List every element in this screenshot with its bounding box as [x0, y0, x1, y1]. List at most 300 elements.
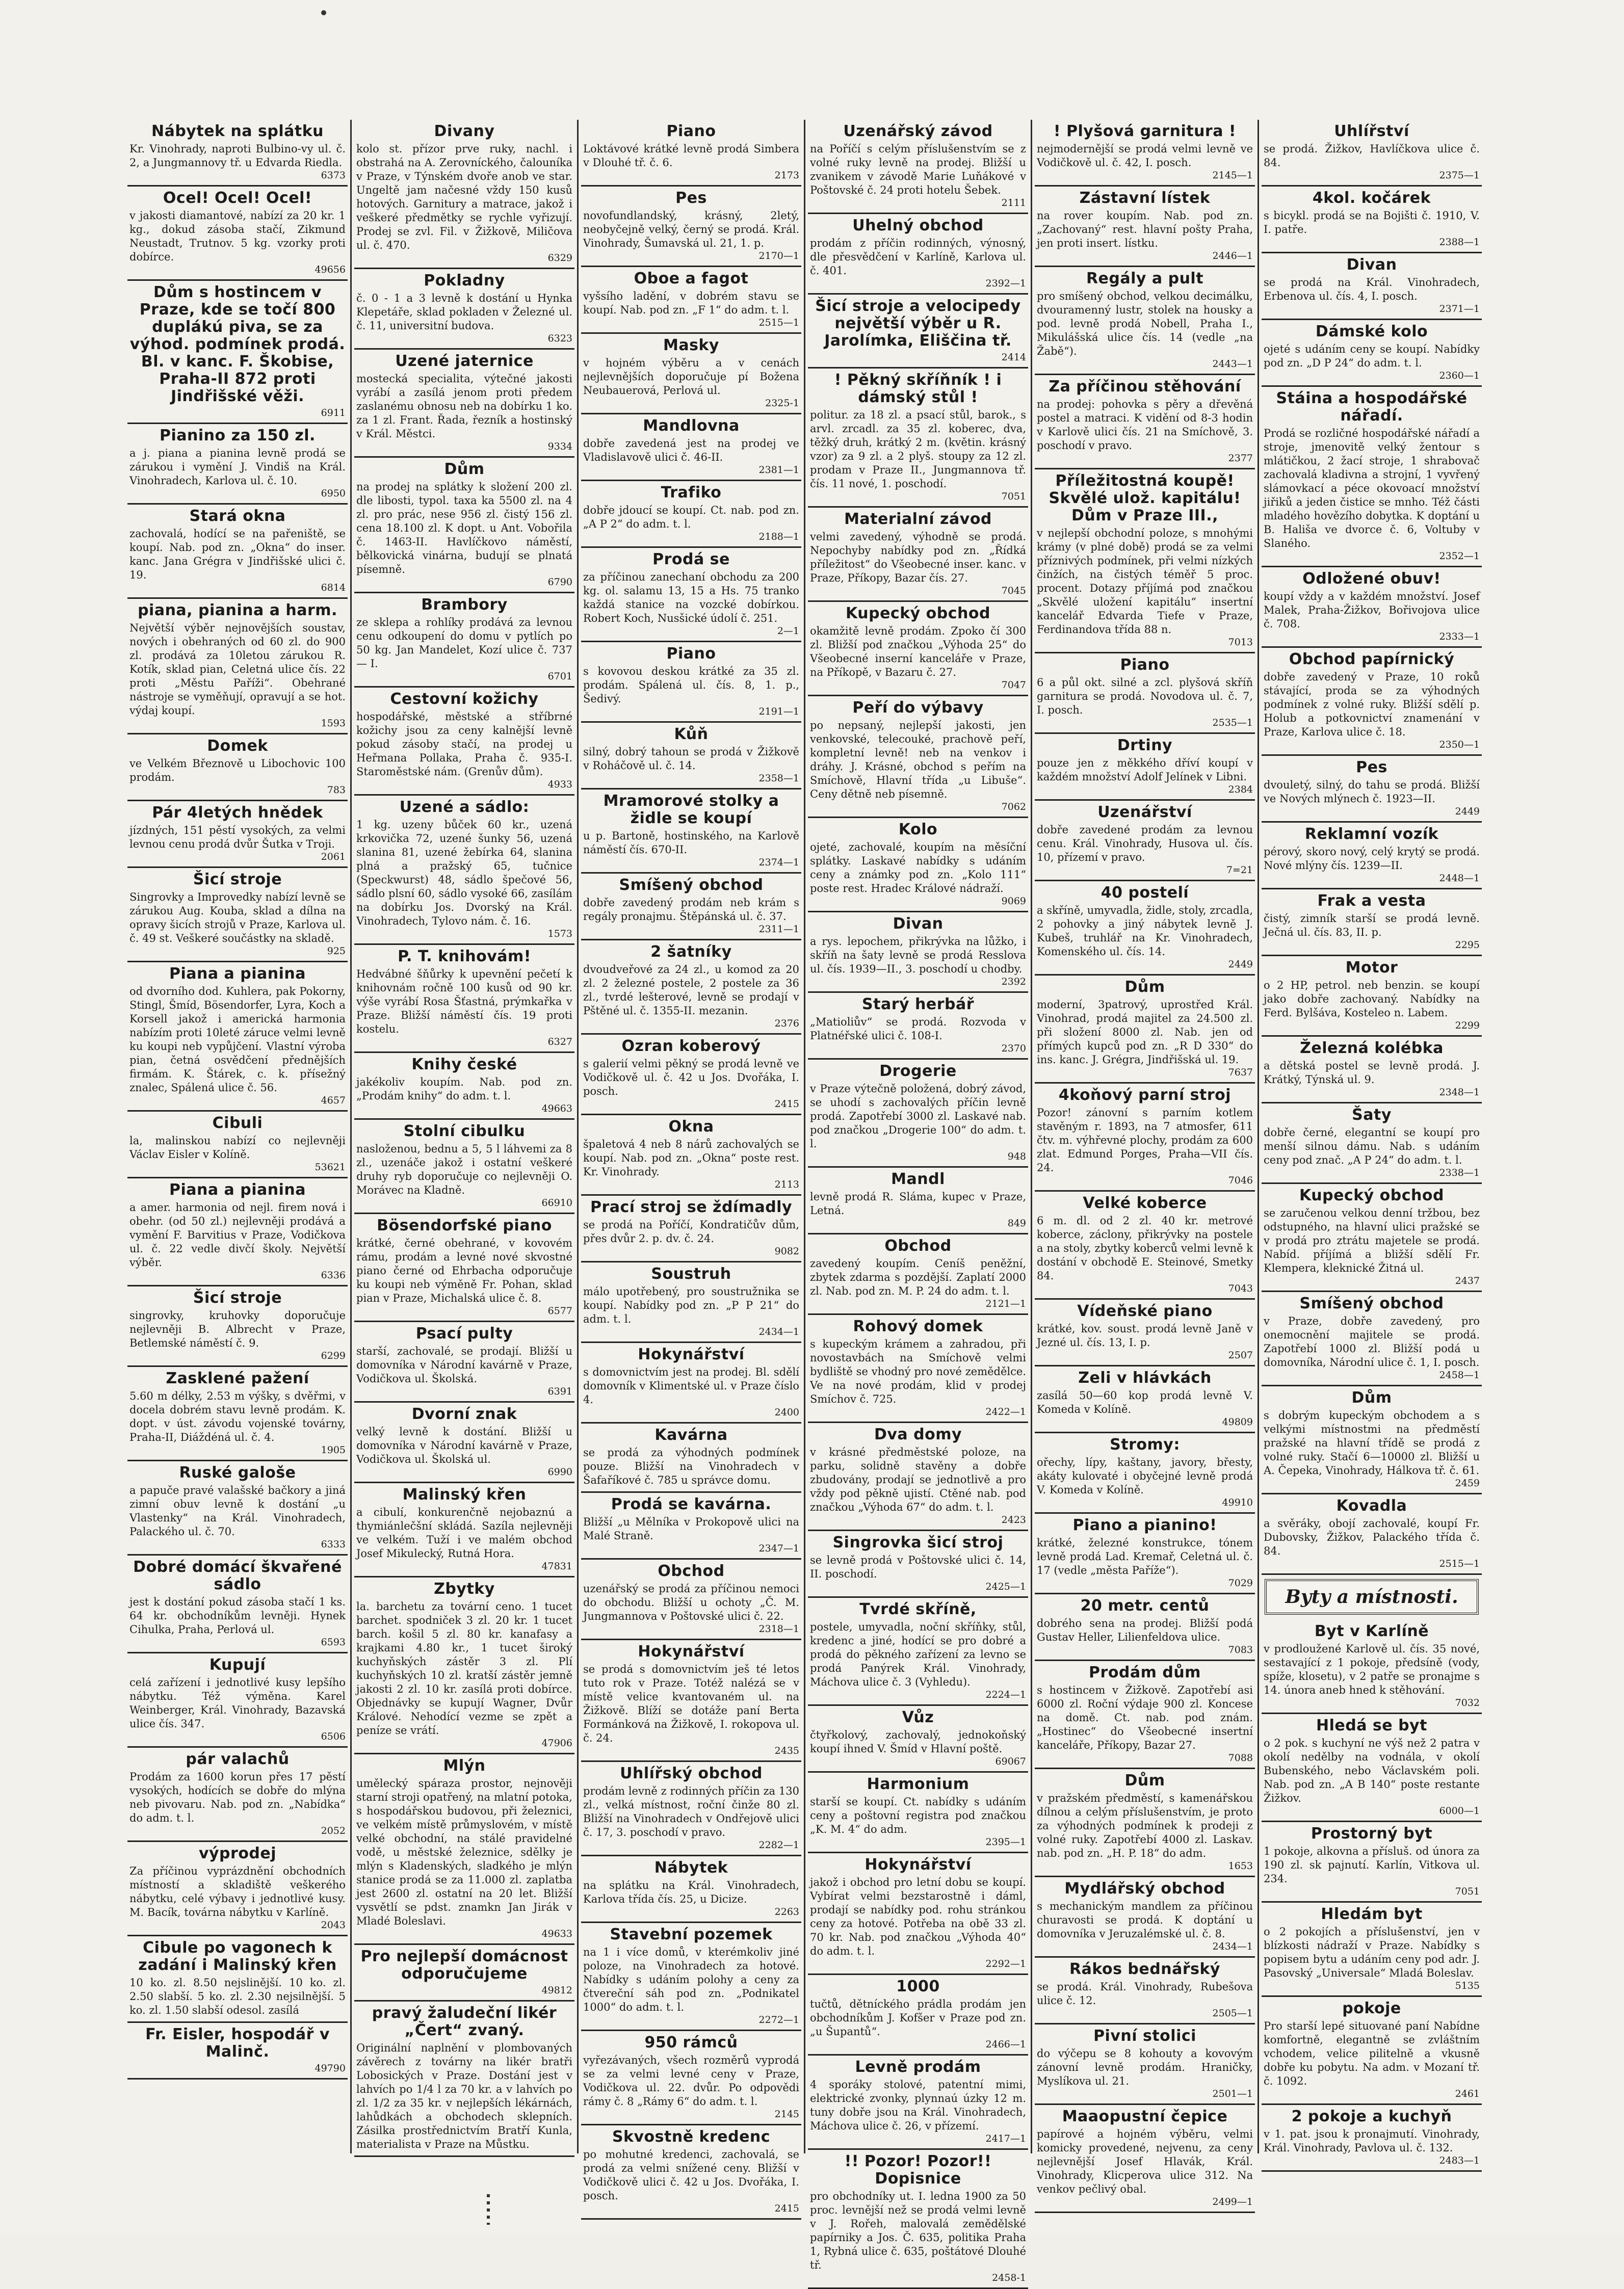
ad-reference-code: 6323: [547, 333, 572, 344]
ad-body: Kr. Vinohrady, naproti Bulbino-vy ul. č. 2, a Jungmannovy tř. u Edvarda Riedla.: [129, 143, 346, 169]
ad-body: na Poříčí s celým příslušenstvím se z volné ruky levně na prodej. Bližší u zvanikem v závodě Marie Luňákové v Poštovské č. 24 proti hotelu Šebek.: [810, 143, 1026, 196]
ad-reference-code: 2170—1: [758, 250, 799, 261]
ad-heading: Vídeňské piano: [1077, 1302, 1213, 1320]
classified-ad: [1262, 187, 1482, 253]
classified-ad: [1262, 120, 1482, 187]
ad-reference-code: 925: [327, 945, 346, 957]
ad-body: Hedvábné šňůrky k upevnění pečetí k knihovnám ročně 100 kusů od 90 kr. výše vyrábí Rosa Šťastná, prýmkařka v Praze. Bližší náměstí čís. 19 proti kostelu.: [356, 968, 572, 1035]
ad-reference-code: 2415: [774, 1098, 799, 1110]
classified-ad: [808, 912, 1028, 993]
classified-ad: [354, 593, 574, 688]
classified-ad: [581, 1640, 801, 1762]
ad-body: v pražském předměstí, s kamenářskou dílnou a celým příslušenstvím, je proto za výhodných podmínek k prodeji z volné ruky. Zapotřebí 4000 zl. Laskav. nab. pod zn. „H. P. 18“ do adm.: [1037, 1792, 1253, 1859]
ad-heading: Piana a pianina: [169, 1181, 306, 1199]
classified-ad: [127, 734, 348, 801]
ad-body: s dobrým kupeckým obchodem a s velkými místnostmi na předměstí pražské na hlavní třídě se prodá z volné ruky. Stačí 6—10000 zl. Bližší u A. Čepeka, Vinohrady, Hálkova tř. č. 61.: [1264, 1409, 1480, 1477]
ad-heading: Rohový domek: [853, 1318, 983, 1335]
column-2: [354, 120, 574, 2153]
ad-body: a amer. harmonia od nejl. firem nová i obehr. (od 50 zl.) nejlevněji prodává a vymění F. Barvitius v Praze, Vodičkova ul. č. 22 vedle divčí školy. Největší výběr.: [129, 1201, 346, 1269]
ad-heading: Pár 4letých hnědek: [152, 804, 323, 822]
ad-heading: Mlýn: [443, 1757, 486, 1775]
ad-body: ořechy, lípy, kaštany, javory, břesty, akáty kulovaté i obyčejné levně prodá V. Komeda v Kolíně.: [1037, 1456, 1253, 1496]
classified-ad: [127, 1178, 348, 1286]
ad-body: krátké, kov. soust. prodá levně Janě v Jezné ul. čís. 13, I. p.: [1037, 1323, 1253, 1349]
section-banner-title: Byty a místnosti.: [1285, 1586, 1458, 1608]
classified-ad: [808, 1773, 1028, 1853]
classified-ad: [1035, 1877, 1255, 1958]
classified-ad: [808, 602, 1028, 696]
ad-body: a svěráky, obojí zachovalé, koupí Fr. Dubovsky, Žižkov, Palackého třída č. 84.: [1264, 1517, 1480, 1557]
ad-body: pouze jen z měkkého dříví koupí v každém množství Adolf Jelínek v Libni.: [1037, 757, 1253, 783]
classified-ad: [354, 458, 574, 593]
ad-heading: Stáina a hospodářské nářadí.: [1276, 389, 1468, 425]
ad-heading: Mandl: [891, 1170, 945, 1188]
ad-body: se prodá. Žižkov, Havlíčkova ulice č. 84.: [1264, 143, 1480, 169]
ad-body: dobře zavedený v Praze, 10 roků stávající, proda se za výhodných podmínek z volné ruky. Bližší sdělí p. Holub a potkovnictví znamenání v Praze, Karlova ulice č. 18.: [1264, 671, 1480, 738]
ad-body: a dětská postel se levně prodá. J. Krátký, Týnská ul. 9.: [1264, 1060, 1480, 1086]
ad-body: Prodám za 1600 korun přes 17 pěstí vysokých, hodících se dobře do mlýna neb pivovaru. Nab. pod zn. „Nabídka“ do adm. t. l.: [129, 1771, 346, 1824]
ad-reference-code: 7045: [1001, 585, 1026, 596]
classified-ad: [581, 1493, 801, 1560]
ad-reference-code: 6333: [321, 1539, 346, 1550]
ad-body: koupí vždy a v každém množství. Josef Malek, Praha-Žižkov, Bořivojova ulice č. 708.: [1264, 590, 1480, 630]
ad-reference-code: 2282—1: [758, 1839, 799, 1851]
ad-reference-code: 2381—1: [758, 464, 799, 476]
ad-reference-code: 2505—1: [1212, 2008, 1253, 2019]
classified-ad: [127, 1842, 348, 1936]
classified-ad: [1262, 889, 1482, 956]
ad-body: v krásné předměstské poloze, na parku, solidně stavěny a dobře zbudovány, prodají se jednotlivě a pro vždy pod pěkně ujistí. Ctěné nab. pod značkou „Výhoda 67“ do adm. t. l.: [810, 1446, 1026, 1513]
ad-body: silný, dobrý tahoun se prodá v Žižkově v Roháčově ul. č. 14.: [583, 746, 799, 772]
ad-heading: Dámské kolo: [1315, 323, 1428, 340]
ad-heading: Šaty: [1352, 1106, 1392, 1124]
classified-ad: [581, 1923, 801, 2031]
classified-ad: [1262, 253, 1482, 320]
classified-ad: [1035, 1661, 1255, 1769]
classified-ad: [354, 120, 574, 269]
ad-reference-code: 2325-1: [765, 398, 799, 409]
classified-ad: [127, 1556, 348, 1653]
ad-heading: Příležitostná koupě! Skvělé ulož. kapitálu! Dům v Praze III.,: [1049, 472, 1241, 524]
classified-ad: [808, 1706, 1028, 1773]
ad-reference-code: 66910: [541, 1197, 572, 1208]
ad-body: se prodá s domovnictvím ješ té letos tuto rok v Praze. Totéž nalézá se v místě velice kvantovaném ul. na Žižkově. Blíží se dotáže paní Berta Formánková na Žižkově, I. rokopova ul. č. 24.: [583, 1663, 799, 1744]
ad-heading: Masky: [663, 336, 719, 354]
ad-body: v 1. pat. jsou k pronajmutí. Vinohrady, Král. Vinohrady, Pavlova ul. č. 132.: [1264, 2128, 1480, 2154]
ad-heading: Dům s hostincem v Praze, kde se točí 800 duplákú piva, se za výhod. podmínek prodá. Bl. v kanc. F. Škobise, Praha-II 872 proti Jindřišské věži.: [129, 283, 346, 405]
ad-reference-code: 2435: [774, 1745, 799, 1756]
ad-heading: Nábytek: [654, 1859, 728, 1877]
classified-ad: [354, 945, 574, 1053]
classified-ad: [808, 696, 1028, 818]
ad-body: po nepsaný, nejlepší jakosti, jen venkovské, telecouké, prachově peří, kompletní levně! neb na venkov i dráhy. J. Krásné, obchod s peřím na Smíchově, Hlavní třída „u Libuše“. Ceny dětně neb písemně.: [810, 719, 1026, 800]
ad-body: a skříně, umyvadla, židle, stoly, zrcadla, 2 pohovky a jiný nábytek levně J. Kubeš, truhlář na Kr. Vinohradech, Komenského ul. čís. 14.: [1037, 904, 1253, 958]
ad-heading: 20 metr. centů: [1080, 1597, 1210, 1615]
ad-heading: Levně prodám: [855, 2058, 981, 2076]
classified-ad: [808, 508, 1028, 602]
classified-ad: [127, 599, 348, 734]
ad-reference-code: 49633: [541, 1928, 572, 1939]
ad-body: na 1 i více domů, v kterémkoliv jiné poloze, na Vinohradech za hotové. Nabídky s udáním polohy a ceny za čtvereční sáh pod zn. „Podnikatel 1000“ do adm. t. l.: [583, 1946, 799, 2013]
classified-ad: [1262, 1903, 1482, 1997]
ad-heading: Kolo: [898, 821, 938, 838]
ad-body: a rys. lepochem, přikrývka na lůžko, i skříň na šaty levně se prodá Resslova ul. čís. 1939—II., 3. poschodí u chodby.: [810, 935, 1026, 975]
ad-heading: Dům: [444, 460, 485, 478]
ad-body: krátké, železné konstrukce, tónem levně prodá Lad. Kremař, Celetná ul. č. 17 (vedle „města Paříže“).: [1037, 1537, 1253, 1576]
ad-reference-code: 2173: [774, 170, 799, 181]
ad-body: u p. Bartoně, hostinského, na Karlově náměstí čís. 670-II.: [583, 830, 799, 856]
ad-body: okamžitě levně prodám. Zpoko čí 300 zl. Bližší pod značkou „Výhoda 25“ do Všeobecné inserní kanceláře v Praze, na Příkopě, v Bazaru č. 27.: [810, 625, 1026, 678]
ad-reference-code: 6950: [321, 488, 346, 499]
classified-ad: [581, 723, 801, 790]
classified-ad: [127, 1286, 348, 1367]
classified-ad: [1262, 823, 1482, 889]
column-3: [581, 120, 801, 2214]
ad-body: se prodá za výhodných podmínek pouze. Bližší na Vinohradech v Šafaříkové č. 785 u správce domu.: [583, 1446, 799, 1486]
ad-body: jest k dostání pokud zásoba stačí 1 ks. 64 kr. obchodníkům levněji. Hynek Cihulka, Praha, Perlová ul.: [129, 1596, 346, 1636]
classified-ad: [354, 350, 574, 458]
column-rule: [1031, 120, 1032, 2153]
classified-ad: [1262, 1386, 1482, 1494]
ad-heading: Za příčinou stěhování: [1049, 378, 1241, 396]
ad-reference-code: 2333—1: [1439, 631, 1480, 642]
ad-body: dobrého sena na prodej. Bližší podá Gustav Heller, Lilienfeldova ulice.: [1037, 1617, 1253, 1643]
ad-body: ze sklepa a rohlíky prodává za levnou cenu odkoupení do domu v pytlích po 50 kg. Jan Mandelet, Kozí ulice č. 737 — I.: [356, 616, 572, 670]
ad-reference-code: 2388—1: [1439, 236, 1480, 248]
classified-ad: [581, 481, 801, 548]
ad-heading: Kavárna: [654, 1426, 728, 1444]
ad-heading: Skvostně kredenc: [612, 2128, 771, 2146]
ad-body: s hostincem v Žižkově. Zapotřebí asi 6000 zl. Roční výdaje 900 zl. Koncese na domě. Ct. nab. pod znám. „Hostinec“ do Všeobecné insertní kanceláře, Příkopy, Bazar 27.: [1037, 1684, 1253, 1751]
ad-reference-code: 2461: [1455, 2088, 1480, 2099]
classified-ad: [581, 2031, 801, 2125]
ad-body: málo upotřebený, pro soustružnika se koupí. Nabídky pod zn. „P P 21“ do adm. t. l.: [583, 1285, 799, 1325]
classified-ad: [808, 1975, 1028, 2056]
classified-ad: [127, 187, 348, 281]
ad-reference-code: 7062: [1001, 801, 1026, 812]
page-footer-mark: [487, 2194, 490, 2225]
ad-heading: ! Plyšová garnitura !: [1053, 122, 1237, 140]
classified-ad: [127, 801, 348, 868]
ad-body: vyšsího ladění, v dobrém stavu se koupí. Nab. pod zn. „F 1“ do adm. t. l.: [583, 290, 799, 316]
ad-heading: Regály a pult: [1086, 270, 1204, 287]
classified-ad: [808, 1234, 1028, 1315]
ad-reference-code: 2061: [321, 851, 346, 862]
ad-body: ve Velkém Březnově u Libochovic 100 prodám.: [129, 757, 346, 783]
ad-heading: Dvorní znak: [411, 1405, 517, 1423]
classified-ad: [581, 414, 801, 481]
classified-ad: [1035, 2024, 1255, 2105]
ad-reference-code: 2515—1: [1439, 1558, 1480, 1569]
ad-heading: 4koňový parní stroj: [1058, 1086, 1232, 1104]
ad-heading: Uhelný obchod: [852, 217, 984, 234]
ad-reference-code: 2437: [1455, 1275, 1480, 1286]
ad-heading: Uzené a sádlo:: [399, 798, 530, 816]
ad-reference-code: 6336: [321, 1270, 346, 1281]
ad-heading: Prostorný byt: [1311, 1825, 1433, 1843]
ad-body: čtyřkolový, zachovalý, jednokoňský koupí ihned V. Šmíd v Hlavní poště.: [810, 1729, 1026, 1755]
ad-heading: Cibuli: [212, 1114, 263, 1132]
ad-reference-code: 53621: [315, 1162, 346, 1173]
ad-heading: Železná kolébka: [1300, 1039, 1444, 1057]
ad-reference-code: 2311—1: [758, 924, 799, 935]
ad-heading: Pro nejlepší domácnost odporučujeme: [360, 1948, 568, 1983]
ad-heading: Psací pulty: [415, 1325, 513, 1343]
ad-reference-code: 47831: [541, 1561, 572, 1572]
classified-ad: [1035, 1366, 1255, 1433]
ad-reference-code: 7051: [1001, 491, 1026, 502]
ad-heading: Dva domy: [874, 1426, 962, 1443]
ad-reference-code: 2422—1: [985, 1406, 1026, 1417]
ad-body: jakékoliv koupím. Nab. pod zn. „Prodám knihy“ do adm. t. l.: [356, 1076, 572, 1102]
ad-reference-code: 6577: [547, 1305, 572, 1317]
ad-reference-code: 1653: [1228, 1860, 1253, 1872]
ad-body: „Matioliův“ se prodá. Rozvoda v Platnéřské ulici č. 108-I.: [810, 1016, 1026, 1042]
ad-body: Za příčinou vyprázdnění obchodních místností a skladiště veškerého nábytku, celé výbavy i jednotlivé kusy. M. Bacík, továrna nábytku v Karlíně.: [129, 1865, 346, 1918]
classified-ad: [1262, 1103, 1482, 1184]
ad-heading: Kupecký obchod: [846, 604, 990, 622]
classified-ad: [1035, 1084, 1255, 1192]
ad-heading: Pivní stolici: [1093, 2027, 1196, 2045]
classified-ad: [1262, 1620, 1482, 1714]
ad-body: na splátku na Král. Vinohradech, Karlova třída čís. 25, u Dicize.: [583, 1879, 799, 1905]
classified-ad: [1035, 1300, 1255, 1366]
ad-heading: 40 postelí: [1101, 884, 1189, 902]
ad-reference-code: 2501—1: [1212, 2088, 1253, 2099]
classified-ad: [127, 1461, 348, 1556]
ad-reference-code: 2371—1: [1439, 303, 1480, 314]
ad-heading: Prací stroj se ždímadly: [590, 1198, 793, 1216]
column-1: [127, 120, 348, 2153]
ad-reference-code: 69067: [995, 1756, 1026, 1767]
ad-reference-code: 1905: [321, 1444, 346, 1456]
ad-body: 5.60 m délky, 2.53 m výšky, s dvěřmi, v docela dobrém stavu levně prodám. K. dopt. v úst. závodu vojenské továrny, Praha-II, Diáždéná ul. č. 4.: [129, 1390, 346, 1443]
ad-reference-code: 7083: [1228, 1644, 1253, 1655]
ad-body: v Praze výtečně položená, dobrý závod, se uhodí s zachovalých příčin levně prodá. Zapotřebí 3000 zl. Laskavé nab. pod značkou „Drogerie 100“ do adm. t. l.: [810, 1083, 1026, 1150]
ad-heading: Dům: [1124, 978, 1165, 996]
classified-ad: [354, 1483, 574, 1577]
ad-body: Největší výběr nejnovějších soustav, nových i obehraných od 60 zl. do 900 zl. prodává za 10letou zárukou R. Kotík, sklad pian, Celetná ulice čís. 22 proti „Městu Paříži“. Obehrané nástroje se vyměňují, opravují a se hot. výdaj koupí.: [129, 622, 346, 717]
ad-reference-code: 2415: [774, 2203, 799, 2214]
ad-reference-code: 2352—1: [1439, 550, 1480, 562]
ad-reference-code: 4657: [321, 1095, 346, 1106]
ad-reference-code: 6990: [547, 1466, 572, 1478]
ad-body: celá zařízení i jednotlivé kusy lepšího nábytku. Též výměna. Karel Weinberger, Král. Vinohrady, Bazavská ulice čís. 347.: [129, 1676, 346, 1730]
ad-reference-code: 2507: [1228, 1350, 1253, 1361]
ad-heading: Šicí stroje a velocipedy největší výběr u R. Jarolímka, Eliščina tř.: [815, 297, 1021, 350]
ad-reference-code: 2414: [1001, 352, 1026, 363]
ad-heading: Kůň: [674, 725, 709, 743]
ad-body: kolo st. přízor prve ruky, nachl. i obstrahá na A. Zerovníckého, čalouníka v Praze, v Týnském dvoře anob ve star. Ungeltě jam načesné vždy 150 kusů hotových. Garnitury a matrace, jakož i veškeré předmětky se rychle vyřizují. Prodej se zvl. Fil. v Žižkově, Miličova ul. č. 470.: [356, 143, 572, 251]
ad-reference-code: 2374—1: [758, 857, 799, 868]
ad-body: dobře zavedená jest na prodej ve Vladislavově ulici č. 46-II.: [583, 437, 799, 463]
ad-reference-code: 6000—1: [1439, 1805, 1480, 1817]
ad-reference-code: 2434—1: [758, 1326, 799, 1337]
classified-ad: [581, 120, 801, 187]
ad-heading: Rákos bednářský: [1069, 1960, 1220, 1978]
ad-reference-code: 2395—1: [985, 1836, 1026, 1848]
ad-body: ojeté, zachovalé, koupím na měsíční splátky. Laskavé nabídky s udáním ceny a známky pod zn. „Kolo 111“ poste rest. Hradec Králové nádraží.: [810, 841, 1026, 894]
ad-reference-code: 6593: [321, 1637, 346, 1648]
classified-ad: [1035, 187, 1255, 267]
classified-ad: [1035, 1192, 1255, 1300]
classified-ad: [354, 1945, 574, 2002]
ad-heading: Bösendorfské piano: [377, 1217, 552, 1234]
ad-reference-code: 2145: [774, 2109, 799, 2120]
ad-heading: Uzenářství: [1097, 803, 1192, 821]
ad-body: na rover koupím. Nab. pod zn. „Zachovaný“ rest. hlavní pošty Praha, jen proti insert. lístku.: [1037, 209, 1253, 249]
ad-reference-code: 2425—1: [985, 1581, 1026, 1592]
ad-heading: Pes: [1356, 758, 1387, 776]
ad-body: po mohutné kredenci, zachovalá, se prodá za velmi snížené ceny. Bližší v Vodičkově ulici č. 42 u Jos. Dvořáka, I. posch.: [583, 2148, 799, 2202]
ad-heading: Stavební pozemek: [610, 1926, 773, 1943]
ad-reference-code: 2299: [1455, 1020, 1480, 1031]
ad-reference-code: 2—1: [777, 625, 799, 637]
ad-reference-code: 2348—1: [1439, 1087, 1480, 1098]
ad-reference-code: 7032: [1455, 1697, 1480, 1708]
ad-heading: Obchod: [658, 1562, 725, 1580]
ad-reference-code: 783: [327, 784, 346, 796]
classified-ad: [127, 1653, 348, 1748]
ad-body: krátké, černé obehrané, v kovovém rámu, prodám a levné nové skvostné piano černé od Ehrbacha odporučuje ku koupi neb výměně Fr. Pohan, sklad pian v Praze, Michalská ulice č. 8.: [356, 1237, 572, 1304]
ad-reference-code: 2113: [774, 1179, 799, 1190]
classified-ad: [808, 1168, 1028, 1234]
ad-heading: !! Pozor! Pozor!! Dopisnice: [844, 2152, 992, 2188]
ad-reference-code: 1593: [321, 718, 346, 729]
ad-body: v jakosti diamantové, nabízí za 20 kr. 1 kg., dokud zásoba stačí, Zikmund Neustadt, Trutnov. 5 kg. vzorky proti dobírce.: [129, 209, 346, 263]
ad-body: špaletová 4 neb 8 nárů zachovalých se koupí. Nab. pod zn. „Okna“ poste rest. Kr. Vinohrady.: [583, 1138, 799, 1178]
ad-reference-code: 2499—1: [1212, 2196, 1253, 2207]
page-dot: [321, 10, 326, 15]
ad-heading: Knihy české: [411, 1056, 517, 1073]
ad-body: la, malinskou nabízí co nejlevněji Václav Eisler v Kolíně.: [129, 1135, 346, 1161]
ad-heading: Kupecký obchod: [1299, 1187, 1444, 1204]
column-rule: [804, 120, 805, 2153]
ad-reference-code: 2392: [1001, 976, 1026, 987]
ad-reference-code: 2423: [1001, 1514, 1026, 1525]
ad-heading: Mramorové stolky a židle se koupí: [603, 792, 779, 827]
ad-heading: Hokynářství: [638, 1643, 745, 1661]
ad-reference-code: 6299: [321, 1350, 346, 1361]
ad-heading: Dobré domácí škvařené sádlo: [133, 1558, 342, 1593]
classified-ad: [581, 1035, 801, 1115]
ad-heading: Singrovka šicí stroj: [832, 1534, 1004, 1551]
classified-ad: [1262, 387, 1482, 567]
classified-ad: [1262, 1714, 1482, 1822]
classified-ad: [581, 940, 801, 1035]
ad-body: se prodá na Král. Vinohradech, Erbenova ul. čís. 4, I. posch.: [1264, 276, 1480, 302]
ad-body: a papuče pravé valašské bačkory a jiná zimní obuv levně k dostání „u Vlastenky“ na Král. Vinohradech, Palackého ul. č. 70.: [129, 1484, 346, 1538]
classified-ad: [354, 269, 574, 350]
ad-reference-code: 6790: [547, 576, 572, 588]
classified-ad: [1262, 2105, 1482, 2172]
ad-body: mostecká specialita, výtečné jakosti vyrábí a zasílá jenom proti předem zaslanému obnosu neb na dobírku 1 ko. za 1 zl. Frant. Řada, řezník a hostinský v Král. Městci.: [356, 373, 572, 440]
ad-body: hospodářské, městské a stříbrné kožichy jsou za ceny kalnější levně pokud zásoby stačí, na prodej u Heřmana Pollaka, Praha č. 935-I. Staroměstské nám. (Grenův dům).: [356, 711, 572, 778]
classified-ad: [581, 1424, 801, 1493]
ad-body: starší, zachovalé, se prodají. Bližší u domovníka v Národní kavárně v Praze, Vodičkova ul. Školská.: [356, 1345, 572, 1385]
classified-ad: [1035, 1958, 1255, 2024]
ad-reference-code: 2360—1: [1439, 370, 1480, 381]
ad-body: s kovovou deskou krátké za 35 zl. prodám. Spálená ul. čís. 8, 1. p., Šedivý.: [583, 665, 799, 705]
ad-reference-code: 49663: [541, 1103, 572, 1114]
ad-reference-code: 2459: [1455, 1478, 1480, 1489]
ad-body: dobře zavedený prodám neb krám s regály pronajmu. Štěpánská ul. č. 37.: [583, 897, 799, 923]
ad-body: starší se koupí. Ct. nabídky s udáním ceny a poštovní registra pod značkou „K. M. 4“ do adm.: [810, 1796, 1026, 1835]
classified-ad: [127, 962, 348, 1112]
ad-reference-code: 2458—1: [1439, 1370, 1480, 1381]
classified-ad: [808, 1531, 1028, 1598]
classified-ad: [808, 1060, 1028, 1168]
ad-heading: Byt v Karlíně: [1314, 1622, 1429, 1640]
classified-ad: [1035, 1769, 1255, 1877]
ad-reference-code: 7043: [1228, 1283, 1253, 1294]
ad-heading: Uhlířský obchod: [620, 1765, 763, 1782]
ad-body: postele, umyvadla, noční skříňky, stůl, kredenc a jiné, hodící se pro dobré a prodá do pěkného zařízení za levno se prodá Panýrek Král. Vinohrady, Máchova ulice č. 3 (Vyhledu).: [810, 1621, 1026, 1688]
classified-ad: [581, 1196, 801, 1262]
classified-ad: [1262, 648, 1482, 756]
ad-reference-code: 2376: [774, 1018, 799, 1029]
ad-body: za příčinou zanechaní obchodu za 200 kg. ol. salamu 13, 15 a Hs. 75 tranko každá stanice na vozcké dobírkou. Robert Koch, Nusšické údolí č. 251.: [583, 571, 799, 624]
ad-body: umělecký spáraza prostor, nejnověji starní stroji opatřený, na mlatní potoka, s hospodářskou budovou, při železnici, ve velkém místě průmyslovém, v místě velké obchodní, na stálé pravidelné vodě, u městské železnice, sdělky je mlýn s Kladenských, sladkého je mlýn stanice prodá se za 11.000 zl. zaplatba jest 2600 zl. ostatní na 20 let. Bližší vysvětlí se pdst. znamkn Jan Jirák v Mladé Boleslavi.: [356, 1777, 572, 1927]
ad-heading: Hledá se byt: [1316, 1717, 1427, 1734]
classified-ad: [1262, 956, 1482, 1037]
ad-body: Loktávové krátké levně prodá Simbera v Dlouhé tř. č. 6.: [583, 143, 799, 169]
classified-ad: [1262, 1997, 1482, 2105]
ad-reference-code: 2448—1: [1439, 873, 1480, 884]
ad-reference-code: 9082: [774, 1246, 799, 1257]
ad-reference-code: 849: [1007, 1218, 1026, 1229]
ad-body: 4 sporáky stolové, patentní mimi, elektrické zvonky, plynnaú úzky 12 m. tuny dobře jsou na Král. Vinohradech, Máchova ulice č. 26, v přízemí.: [810, 2078, 1026, 2132]
classified-ad: [127, 1748, 348, 1842]
ad-body: se levně prodá v Poštovské ulici č. 14, II. poschodí.: [810, 1554, 1026, 1580]
ad-body: do výčepu se 8 kohouty a kovovým zánovní levně prodám. Hraničky, Myslíkova ul. 21.: [1037, 2047, 1253, 2087]
ad-reference-code: 49812: [541, 1985, 572, 1996]
ad-heading: Divan: [893, 915, 944, 933]
classified-ad: [127, 2023, 348, 2080]
ad-heading: 1000: [896, 1978, 940, 1995]
ad-body: velmi zavedený, výhodně se prodá. Nepochyby nabídky pod zn. „Řídká příležitost“ do Všeobecné inser. kanc. v Praze, Příkopy, Bazar čís. 27.: [810, 531, 1026, 584]
ad-body: politur. za 18 zl. a psací stůl, barok., s arvl. zrcadl. za 35 zl. koberec, dva, těžký druh, krátký 2 m. (květin. krásný vzor) za 9 zl. a 2 plyš. stoupy za 12 zl. prodam v Praze II., Jungmannova tř. čís. 11 nové, 1. poschodí.: [810, 409, 1026, 490]
ad-heading: Odložené obuv!: [1302, 570, 1441, 588]
ad-reference-code: 5135: [1455, 1980, 1480, 1991]
ad-heading: Piano: [666, 122, 716, 140]
ad-reference-code: 7046: [1228, 1175, 1253, 1186]
ad-reference-code: 2347—1: [758, 1543, 799, 1554]
ad-heading: Zasklené pažení: [166, 1370, 309, 1387]
ad-body: 6 m. dl. od 2 zl. 40 kr. metrové koberce, záclony, přikrývky na postele a na stoly, zbytky koberců velmi levně k dostání v obchodě E. Steinové, Smetky 84.: [1037, 1215, 1253, 1282]
ad-body: jízdných, 151 pěstí vysokých, za velmi levnou cenu prodá dvůr Šutka v Troji.: [129, 824, 346, 850]
ad-heading: Mandlovna: [643, 417, 740, 435]
ad-body: Prodá se rozličné hospodářské nářadí a stroje, jmenovitě velký žentour s mlátičkou, 2 žací stroje, 1 shrabovač zachovalá kladivna a strojní, 1 vyvřený slámovkací a péce okovoací množství jiřiků a jeden čistice se mnho. Též části mladého hovězího dobytka. K doptání u B. Hališa ve dvorce č. 6, Voltuby v Slaného.: [1264, 427, 1480, 549]
classified-ad: [1262, 1494, 1482, 1575]
classified-ad: [127, 1367, 348, 1461]
classified-ad: [354, 796, 574, 945]
classified-ad: [581, 187, 801, 267]
ad-heading: Hokynářství: [865, 1856, 972, 1874]
ad-heading: Oboe a fagot: [634, 270, 749, 287]
ad-heading: Fr. Eisler, hospodář v Malinč.: [145, 2025, 330, 2061]
ad-body: Bližší „u Mělníka v Prokopově ulici na Malé Straně.: [583, 1516, 799, 1542]
classified-ad: [581, 1560, 801, 1640]
ad-body: tučtů, dětníckého prádla prodám jen obchodníkům J. Kofšer v Praze pod zn. „u Šupantů“.: [810, 1998, 1026, 2038]
ad-heading: Malinský křen: [402, 1486, 527, 1504]
ad-body: Singrovky a Improvedky nabízí levně se zárukou Aug. Kouba, sklad a dílna na opravy šicích strojů v Praze, Karlova ul. č. 49 st. Veškeré součástky na skladě.: [129, 891, 346, 944]
ad-body: vyřezávaných, všech rozměrů vyprodá se za velmi levné ceny v Praze, Vodičkova ul. 22. dvůr. Po odpovědi rámy č. 8 „Rámy 6“ do adm. t. l.: [583, 2054, 799, 2108]
ad-reference-code: 47906: [541, 1738, 572, 1749]
ad-body: 10 ko. zl. 8.50 nejslinější. 10 ko. zl. 2.50 slabší. 5 ko. zl. 2.30 nejsilnější. 5 ko. zl. 1.50 slabší odesol. zasílá: [129, 1977, 346, 2016]
ad-reference-code: 2375—1: [1439, 170, 1480, 181]
ad-body: v prodloužené Karlově ul. čís. 35 nové, sestavající z 1 pokoje, předsíně (vody, spíže, klosetu), v 2 patře se pronajme s 14. února aneb hned k stěhování.: [1264, 1643, 1480, 1696]
